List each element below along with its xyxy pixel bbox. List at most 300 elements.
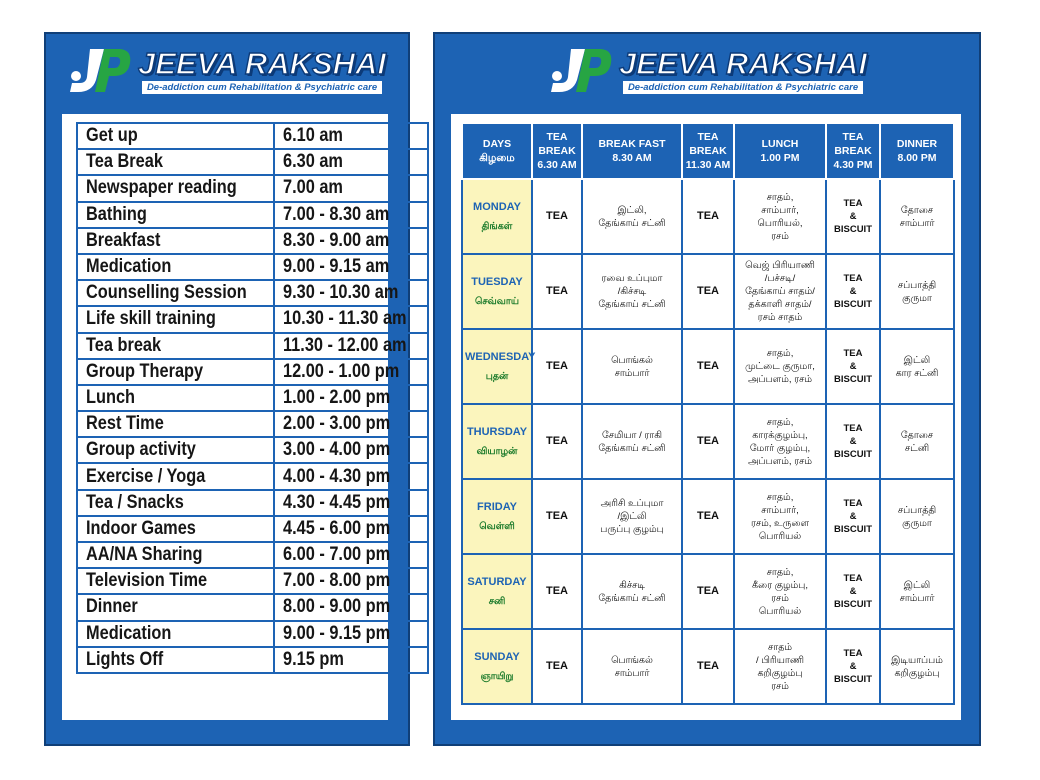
menu-tea-evening-line: TEA [843,648,863,659]
activity-label: Lights Off [86,648,164,670]
schedule-time [274,123,428,149]
schedule-row [77,254,428,280]
header-line: LUNCH [761,138,799,150]
schedule-activity [77,490,274,516]
schedule-row [77,306,428,332]
header-line: DAYS [482,138,512,150]
schedule-activity [77,463,274,489]
menu-tea-midday [682,179,734,254]
schedule-activity [77,621,274,647]
header-line: கிழமை [479,152,515,164]
schedule-time [274,411,428,437]
day-english: SUNDAY [474,650,520,663]
header-line: BREAK FAST [598,138,666,150]
schedule-activity [77,306,274,332]
menu-day [462,629,532,704]
menu-tea-morning [532,254,582,329]
schedule-row [77,463,428,489]
schedule-row [77,385,428,411]
menu-tea-morning-text: TEA [546,435,568,447]
schedule-time [274,647,428,673]
activity-label: AA/NA Sharing [86,544,203,566]
menu-lunch-line: தக்காளி சாதம்/ [748,299,812,310]
time-label: 6.10 am [282,125,343,147]
activity-label: Newspaper reading [86,177,237,199]
day-tamil: ஞாயிறு [480,670,514,682]
menu-day [462,329,536,404]
time-label: 4.45 - 6.00 pm [282,517,391,539]
day-tamil: செவ்வாய் [475,295,519,307]
time-label: 9.15 pm [282,648,344,670]
menu-lunch-line: வெஜ் பிரியாணி [745,260,815,271]
activity-label: Tea / Snacks [86,491,184,513]
activity-label: Medication [86,622,172,644]
menu-tea-evening [826,554,880,629]
menu-breakfast-line: சாம்பார் [614,367,650,379]
menu-day [462,554,532,629]
menu-sheet [451,114,961,720]
menu-breakfast-line: தேங்காய் சட்னி [598,442,666,454]
brand-logo [68,46,386,96]
header-line: TEA [697,131,719,143]
menu-tea-morning-text: TEA [546,360,568,372]
menu-tea-evening-line: & [849,361,857,372]
menu-dinner-line: தோசை [900,204,934,216]
time-label: 12.00 - 1.00 pm [282,360,400,382]
schedule-sheet [62,114,407,720]
activity-label: Get up [86,125,138,147]
menu-lunch-line: சாம்பார், [761,204,799,216]
menu-tea-morning [532,179,582,254]
menu-breakfast-line: தேங்காய் சட்னி [598,299,666,310]
header-line: BREAK [689,145,727,157]
menu-tea-morning [532,479,582,554]
time-label: 9.30 - 10.30 am [282,282,399,304]
menu-breakfast [582,179,682,254]
menu-dinner-line: தோசை [900,429,934,441]
menu-tea-evening [826,179,880,254]
menu-tea-evening-line: & [849,436,857,447]
day-tamil: வெள்ளி [479,520,515,532]
schedule-row [77,202,428,228]
menu-dinner-line: இடியாப்பம் [891,654,943,666]
menu-lunch-line: முட்டை குருமா, [745,361,815,372]
time-label: 11.30 - 12.00 am [282,334,407,356]
menu-tea-evening-line: BISCUIT [834,224,872,235]
menu-dinner-line: இட்லி [903,354,931,366]
menu-breakfast [582,554,682,629]
schedule-time [274,306,428,332]
schedule-time [274,175,428,201]
menu-row [462,554,954,629]
menu-tea-evening-line: TEA [843,198,863,209]
menu-lunch-line: / பிரியாணி [755,654,805,666]
menu-tea-evening-line: & [849,661,857,672]
activity-label: Indoor Games [86,517,196,539]
schedule-row [77,516,428,542]
menu-lunch [734,179,826,254]
header-line: 6.30 AM [537,159,577,171]
menu-lunch [734,479,826,554]
activity-label: Lunch [86,386,136,408]
time-label: 1.00 - 2.00 pm [282,386,391,408]
menu-breakfast-line: பொங்கல் [611,354,653,366]
menu-tea-evening-line: BISCUIT [834,299,872,310]
schedule-row [77,411,428,437]
menu-dinner [880,254,954,329]
menu-lunch-line: காரக்குழம்பு, [752,429,808,441]
menu-tea-midday-text: TEA [697,660,719,672]
schedule-activity [77,437,274,463]
menu-lunch [734,254,826,329]
menu-tea-morning [532,629,582,704]
menu-tea-evening-line: & [849,286,857,297]
menu-day [462,404,532,479]
menu-tea-evening-line: BISCUIT [834,599,872,610]
menu-breakfast-line: பருப்பு குழம்பு [600,524,664,535]
menu-breakfast-line: சாம்பார் [614,667,650,679]
menu-lunch-line: பொரியல், [757,217,803,229]
menu-tea-midday [682,479,734,554]
menu-row [462,254,954,329]
activity-label: Bathing [86,203,147,225]
menu-dinner-line: சப்பாத்தி [897,504,937,516]
menu-tea-midday-text: TEA [697,285,719,297]
menu-lunch [734,329,826,404]
menu-tea-evening-line: BISCUIT [834,449,872,460]
menu-lunch-line: சாதம், [766,416,794,428]
menu-dinner [880,179,954,254]
menu-breakfast-line: /கிச்சடி [617,286,647,297]
menu-tea-midday-text: TEA [697,585,719,597]
menu-tea-evening [826,254,880,329]
menu-lunch-line: சாதம் [767,641,793,653]
menu-header-days [462,123,532,179]
schedule-time [274,202,428,228]
schedule-row [77,594,428,620]
schedule-time [274,490,428,516]
schedule-activity [77,175,274,201]
menu-header-tea3 [826,123,880,179]
menu-dinner-line: சப்பாத்தி [897,279,937,291]
schedule-time [274,542,428,568]
activity-label: Medication [86,256,172,278]
header-line: BREAK [834,145,872,157]
menu-tea-midday [682,254,734,329]
schedule-time [274,568,428,594]
day-english: WEDNESDAY [465,350,536,363]
menu-tea-morning-text: TEA [546,585,568,597]
menu-header-lunch [734,123,826,179]
time-label: 8.00 - 9.00 pm [282,596,391,618]
menu-lunch [734,404,826,479]
menu-breakfast [582,479,682,554]
brand-logo [549,46,867,96]
menu-dinner-line: சாம்பார் [899,592,935,604]
schedule-row [77,437,428,463]
menu-tea-evening-line: TEA [843,498,863,509]
menu-day [462,254,532,329]
menu-dinner [880,329,954,404]
menu-dinner [880,404,954,479]
menu-header-breakfast [582,123,682,179]
time-label: 2.00 - 3.00 pm [282,413,391,435]
schedule-activity [77,568,274,594]
menu-tea-evening [826,404,880,479]
time-label: 7.00 am [282,177,343,199]
activity-label: Life skill training [86,308,216,330]
schedule-row [77,647,428,673]
header-line: 11.30 AM [685,159,731,171]
menu-header-tea2 [682,123,734,179]
brand-name: JEEVA RAKSHAI [619,45,868,81]
header-line: TEA [842,131,864,143]
schedule-row [77,175,428,201]
menu-lunch-line: ரசம் [771,230,789,242]
menu-tea-evening-line: BISCUIT [834,374,872,385]
menu-tea-midday [682,554,734,629]
menu-lunch-line: சாம்பார், [761,504,799,516]
header-line: 4.30 PM [833,159,873,171]
menu-tea-evening-line: TEA [843,573,863,584]
day-tamil: வியாழன் [476,445,518,457]
menu-tea-evening-line: TEA [843,423,863,434]
menu-breakfast-line: தேங்காய் சட்னி [598,592,666,604]
menu-tea-midday [682,329,734,404]
menu-tea-evening-line: & [849,211,857,222]
schedule-time [274,359,428,385]
menu-tea-midday-text: TEA [697,435,719,447]
activity-label: Dinner [86,596,138,618]
menu-tea-evening-line: BISCUIT [834,674,872,685]
time-label: 6.00 - 7.00 pm [282,544,391,566]
header-line: BREAK [538,145,576,157]
menu-dinner [880,479,954,554]
schedule-activity [77,123,274,149]
time-label: 9.00 - 9.15 am [282,256,390,278]
menu-breakfast [582,404,682,479]
activity-label: Group activity [86,439,196,461]
menu-tea-midday [682,404,734,479]
weekly-menu-table [461,122,955,705]
header-line: DINNER [896,138,938,150]
menu-dinner-line: குருமா [902,517,932,529]
day-tamil: திங்கள் [481,220,513,232]
time-label: 6.30 am [282,151,343,173]
menu-tea-morning [532,329,582,404]
menu-tea-midday [682,629,734,704]
time-label: 9.00 - 9.15 pm [282,622,391,644]
time-label: 3.00 - 4.00 pm [282,439,391,461]
activity-label: Television Time [86,570,208,592]
day-english: THURSDAY [466,425,528,438]
schedule-activity [77,385,274,411]
menu-lunch-line: ரசம் [771,680,789,692]
menu-row [462,479,954,554]
schedule-activity [77,149,274,175]
schedule-row [77,542,428,568]
day-english: SATURDAY [467,575,527,588]
jr-logo-mark-icon [68,46,132,96]
daily-schedule-table [76,122,429,674]
menu-breakfast-line: தேங்காய் சட்னி [598,217,666,229]
menu-tea-midday-text: TEA [697,210,719,222]
menu-tea-evening [826,479,880,554]
schedule-activity [77,542,274,568]
menu-tea-midday-text: TEA [697,360,719,372]
schedule-row [77,123,428,149]
menu-lunch-line: அப்பளம், ரசம் [747,374,812,385]
menu-lunch-line: பொரியல் [758,530,802,542]
menu-lunch [734,554,826,629]
schedule-activity [77,228,274,254]
schedule-time [274,149,428,175]
time-label: 4.00 - 4.30 pm [282,465,391,487]
menu-breakfast-line: பொங்கல் [611,654,653,666]
schedule-time [274,463,428,489]
menu-dinner-line: கார சட்னி [895,367,939,379]
menu-tea-evening-line: TEA [843,348,863,359]
schedule-time [274,594,428,620]
header-line: 1.00 PM [760,152,800,164]
menu-lunch-line: ரசம் சாதம் [757,312,803,323]
menu-row [462,329,954,404]
schedule-time [274,280,428,306]
menu-breakfast [582,329,682,404]
menu-lunch-line: சாதம், [766,566,794,578]
activity-label: Breakfast [86,229,161,251]
menu-lunch-line: சாதம், [766,491,794,503]
menu-tea-morning-text: TEA [546,510,568,522]
schedule-row [77,333,428,359]
header-line: 8.00 PM [897,152,937,164]
menu-header-tea1 [532,123,582,179]
menu-breakfast-line: ரவை உப்புமா [601,273,663,284]
menu-tea-evening-line: BISCUIT [834,524,872,535]
time-label: 7.00 - 8.00 pm [282,570,391,592]
menu-dinner-line: கறிகுழம்பு [894,667,940,679]
schedule-row [77,228,428,254]
brand-tagline: De-addiction cum Rehabilitation & Psychiatric care [623,81,863,94]
menu-lunch-line: /பச்சடி/ [764,273,796,284]
schedule-time [274,228,428,254]
schedule-time [274,621,428,647]
schedule-activity [77,254,274,280]
menu-tea-evening [826,629,880,704]
menu-tea-evening-line: & [849,586,857,597]
menu-lunch [734,629,826,704]
day-english: MONDAY [473,200,521,213]
activity-label: Tea break [86,334,162,356]
menu-row [462,629,954,704]
menu-breakfast-line: அரிசி உப்புமா [600,498,664,509]
menu-dinner [880,629,954,704]
activity-label: Tea Break [86,151,163,173]
menu-tea-morning-text: TEA [546,285,568,297]
menu-row [462,404,954,479]
daily-schedule-panel [44,32,410,746]
schedule-activity [77,359,274,385]
brand-name: JEEVA RAKSHAI [138,45,387,81]
day-tamil: சனி [488,595,506,607]
menu-dinner [880,554,954,629]
menu-lunch-line: பொரியல் [758,605,802,617]
menu-lunch-line: ரசம் [771,592,789,604]
menu-dinner-line: குருமா [902,292,932,304]
schedule-row [77,568,428,594]
brand-tagline: De-addiction cum Rehabilitation & Psychiatric care [142,81,382,94]
menu-tea-evening [826,329,880,404]
header-line: TEA [546,131,568,143]
time-label: 7.00 - 8.30 am [282,203,390,225]
time-label: 8.30 - 9.00 am [282,229,390,251]
time-label: 4.30 - 4.45 pm [282,491,391,513]
menu-breakfast-line: சேமியா / ராகி [601,429,663,441]
menu-dinner-line: இட்லி [903,579,931,591]
menu-lunch-line: சாதம், [766,191,794,203]
schedule-row [77,490,428,516]
schedule-activity [77,333,274,359]
schedule-activity [77,516,274,542]
day-english: FRIDAY [477,500,517,513]
menu-lunch-line: மோர் குழம்பு, [749,442,811,454]
schedule-activity [77,280,274,306]
menu-tea-morning-text: TEA [546,660,568,672]
day-tamil: புதன் [485,370,509,382]
schedule-activity [77,202,274,228]
schedule-time [274,385,428,411]
menu-lunch-line: தேங்காய் சாதம்/ [745,286,815,297]
menu-dinner-line: சாம்பார் [899,217,935,229]
menu-tea-morning [532,554,582,629]
header-line: 8.30 AM [612,152,652,164]
menu-tea-evening-line: & [849,511,857,522]
menu-row [462,179,954,254]
menu-tea-morning [532,404,582,479]
time-label: 10.30 - 11.30 am [282,308,407,330]
weekly-menu-panel [433,32,981,746]
activity-label: Exercise / Yoga [86,465,206,487]
day-english: TUESDAY [471,275,523,288]
menu-header-dinner [880,123,954,179]
schedule-activity [77,411,274,437]
schedule-row [77,149,428,175]
activity-label: Counselling Session [86,282,247,304]
menu-lunch-line: ரசம், உருளை [750,517,810,529]
schedule-row [77,280,428,306]
menu-breakfast [582,254,682,329]
menu-lunch-line: சாதம், [766,348,794,359]
activity-label: Rest Time [86,413,164,435]
menu-lunch-line: கீரை குழம்பு, [752,579,808,591]
menu-dinner-line: சட்னி [904,442,930,454]
schedule-row [77,359,428,385]
schedule-time [274,333,428,359]
activity-label: Group Therapy [86,360,204,382]
menu-breakfast-line: /இட்லி [617,511,647,522]
schedule-activity [77,594,274,620]
schedule-time [274,516,428,542]
menu-tea-evening-line: TEA [843,273,863,284]
menu-tea-midday-text: TEA [697,510,719,522]
menu-day [462,479,532,554]
menu-lunch-line: அப்பளம், ரசம் [747,455,812,467]
schedule-row [77,621,428,647]
menu-breakfast [582,629,682,704]
schedule-time [274,437,428,463]
menu-breakfast-line: கிச்சடி [619,579,645,591]
schedule-time [274,254,428,280]
